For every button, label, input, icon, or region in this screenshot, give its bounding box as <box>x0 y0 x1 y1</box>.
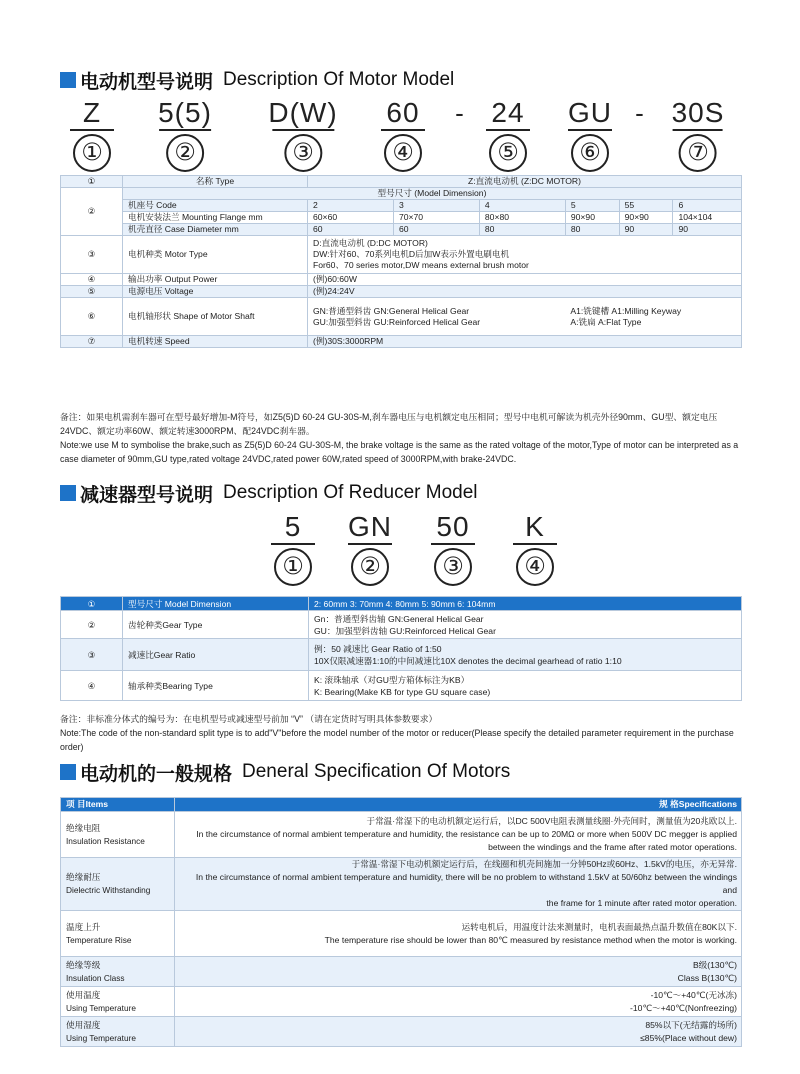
section3-title: 电动机的一般规格 Deneral Specification Of Motors <box>60 760 510 784</box>
motor-code-6: GU ⑥ <box>568 98 612 172</box>
spec-row-name: 使用温度 Using Temperature <box>61 987 175 1017</box>
reducer-code-1: 5 ① <box>271 512 315 586</box>
motor-code-1: Z ① <box>70 98 114 172</box>
motor-model-table: ① 名称 Type Z:直流电动机 (Z:DC MOTOR) ② 型号尺寸 (Model Dimension) 机座号 Code 2 3 4 5 55 6 电机安装法兰 Mounting Flange mm 60×60 70×70 80×80 90×90 90×90 104×104 机壳直径 Case Diameter mm 60 60 80 80 90 90 ③ 电机种类 Motor Type D:直流电动机 (D:DC MOTOR) DW:针对60、70系列电机D后加W表示外置电刷电机 For60、70 series motor,DW means external brush motor ④ 输出功率 Output Power (例)60:60W ⑤ 电源电压 Voltage (例)24:24V ⑥ 电机轴形状 Shape of Motor Shaft GN:普通型斜齿 GN:General Helical Gear GU:加强型斜齿 GU:Reinforced Helical Gear A1:铣键槽 A1:Milling Keyway A:铣扁 A:Flat Type ⑦ 电机转速 Speed (例)30S:3000RPM <box>60 175 742 348</box>
spec-row-name: 使用湿度 Using Temperature <box>61 1017 175 1047</box>
spec-row-name: 绝缘耐压 Dielectric Withstanding <box>61 858 175 911</box>
section1-title-cn: 电动机型号说明 <box>80 70 214 93</box>
section1-title <box>60 68 454 92</box>
spec-row-name: 绝缘电阻 Insulation Resistance <box>61 812 175 858</box>
section2-title: 减速器型号说明 Description Of Reducer Model <box>60 481 478 505</box>
section2-note: 备注：非标准分体式的编号为：在电机型号或减速型号前加 “V” （请在定货时写明具体参数要求） Note:The code of the non-standard split type is to add"V"before the model number of the motor or reducer(Please specify the detailed parameter requirement in the purchase order) <box>60 714 734 752</box>
motor-code-7: 30S ⑦ <box>672 98 725 172</box>
section-marker-icon <box>60 72 76 88</box>
section-marker-icon <box>60 764 76 780</box>
spec-row-name: 温度上升 Temperature Rise <box>61 911 175 957</box>
section1-title-en: Description Of Motor Model <box>223 69 455 90</box>
motor-code-3: D(W) ③ <box>268 98 337 172</box>
motor-spec-table: 项 目Items 规 格Specifications 绝缘电阻 Insulation Resistance 于常温·常湿下的电动机额定运行后，以DC 500V电阻表测量线圈·外壳间时，测量值为20兆欧以上. In the circumstance of normal ambient temperature and humidity, the resistance can be up to 20MΩ or more when 500V DC megger is applied between the windings and the frame after rated motor operations. 绝缘耐压 Dielectric Withstanding 于常温·常湿下电动机额定运行后，在线圈和机壳间施加一分钟50Hz或60Hz、1.5kV的电压，亦无异常. In the circumstance of normal ambient temperature and humidity, there will be no problem to withstand 1.5kV at 50/60hz between the windings and the frame for 1 minute after rated motor operation. 温度上升 Temperature Rise 运转电机后，用温度计法来测量时，电机表面最热点温升数值在80K以下. The temperature rise should be lower than 80℃ measured by resistance method when the motor is working. 绝缘等级 Insulation Class B级(130℃) Class B(130℃) 使用温度 Using Temperature -10℃～+40℃(无冰冻) -10℃～+40℃(Nonfreezing) 使用湿度 Using Temperature 85%以下(无结露的场所) ≤85%(Place without dew) <box>60 797 742 1047</box>
motor-code-4: 60 ④ <box>381 98 425 172</box>
motor-code-5: 24 ⑤ <box>486 98 530 172</box>
motor-code-dash-2: - <box>635 98 645 128</box>
reducer-code-4: K ④ <box>513 512 557 586</box>
reducer-code-3: 50 ③ <box>431 512 475 586</box>
section1-note: 备注：如果电机需刹车器可在型号最好增加-M符号，如Z5(5)D 60-24 GU-30S-M,刹车器电压与电机额定电压相同；型号中电机可解读为机壳外径90mm、GU型、额定电压24VDC、额定功率60W、额定转速3000RPM、配24VDC刹车器。 Note:we use M to symbolise the brake,such as Z5(5)D 60-24 GU-30S-M, the brake voltage is the same as the rated voltage of the motor,Type of motor can be interpreted as a case diameter of 90mm,GU type,rated voltage 24VDC,rated power 60W,rated speed of 3000RPM,with brake-24VDC. <box>60 412 739 464</box>
spec-row-name: 绝缘等级 Insulation Class <box>61 957 175 987</box>
motor-code-2: 5(5) ② <box>158 98 212 172</box>
reducer-model-table: ① 型号尺寸 Model Dimension 2: 60mm 3: 70mm 4: 80mm 5: 90mm 6: 104mm ② 齿轮种类Gear Type Gn：普通型斜齿轴 GN:General Helical Gear GU：加强型斜齿轴 GU:Reinforced Helical Gear ③ 减速比Gear Ratio 例：50 减速比 Gear Ratio of 1:50 10X仅限减速器1:10的中间减速比10X denotes the decimal gearhead of ratio 1:10 ④ 轴承种类Bearing Type K: 滚珠轴承（对GU型方箱体标注为KB） K: Bearing(Make KB for type GU square case) <box>60 596 742 701</box>
motor-code-dash-1: - <box>455 98 465 128</box>
section-marker-icon <box>60 485 76 501</box>
reducer-code-2: GN ② <box>348 512 392 586</box>
